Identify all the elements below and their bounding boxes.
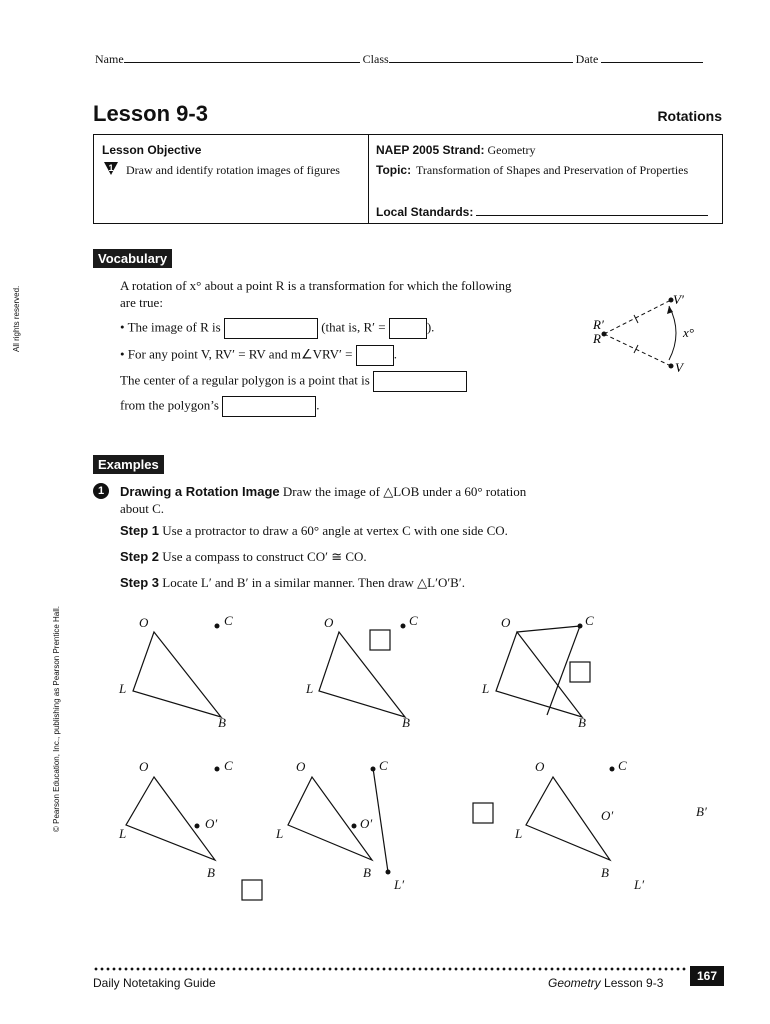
- label-l-5: L: [276, 826, 284, 841]
- label-b-3: B: [578, 715, 586, 730]
- triangle-lob-6: [526, 777, 610, 860]
- bullet-1-text-c: ).: [426, 319, 435, 335]
- label-b-4: B: [207, 865, 215, 880]
- example-1-title: Drawing a Rotation Image: [120, 484, 280, 499]
- step-3-label: Step 3: [120, 575, 160, 590]
- rotation-diagram: [585, 290, 705, 385]
- example-1-number: 1: [97, 485, 105, 497]
- rights-label: All rights reserved.: [12, 285, 21, 352]
- point-c-4: [215, 767, 220, 772]
- step-2: [120, 549, 367, 565]
- blank-angle[interactable]: [356, 345, 394, 366]
- naep-row: [376, 143, 535, 158]
- label-b-prime-6: B′: [696, 804, 707, 819]
- copyright-label: © Pearson Education, Inc., publishing as Pearson Prentice Hall.: [52, 605, 61, 832]
- objective-divider: [368, 135, 369, 223]
- lesson-title: Lesson 9-3: [93, 101, 208, 126]
- step-3: [120, 575, 465, 591]
- blank-r-prime[interactable]: [389, 318, 427, 339]
- example-1-heading: [120, 484, 526, 500]
- header-fields: [95, 50, 703, 67]
- label-o-3: O: [501, 615, 511, 630]
- blank-equidistant[interactable]: [373, 371, 467, 392]
- label-b-6: B: [601, 865, 609, 880]
- segment-c-lprime: [373, 768, 388, 872]
- point-l-prime-5: [386, 870, 391, 875]
- label-o-2: O: [324, 615, 334, 630]
- rotation-arc: [669, 306, 676, 360]
- label-c-4: C: [224, 758, 233, 773]
- label-l-1: L: [119, 681, 127, 696]
- objective-number: 1: [108, 163, 114, 173]
- point-o-prime-5: [352, 824, 357, 829]
- ray-r-v: [604, 334, 671, 366]
- segment-co: [517, 626, 580, 632]
- label-o-prime-6: O′: [601, 808, 614, 823]
- objective-heading: Lesson Objective: [102, 143, 202, 157]
- vocabulary-tag: Vocabulary: [93, 249, 172, 268]
- point-c-2: [401, 624, 406, 629]
- point-c-3: [578, 624, 583, 629]
- class-label: Class: [362, 52, 389, 66]
- triangle-lob-4: [126, 777, 218, 860]
- date-field[interactable]: [601, 50, 703, 63]
- ray-r-vprime: [604, 300, 671, 334]
- label-c-3: C: [585, 613, 594, 628]
- point-c-1: [215, 624, 220, 629]
- rights-text: [12, 252, 21, 352]
- center-text-3: .: [316, 397, 320, 413]
- bullet-2-text-a: • For any point V, RV′ = RV and m∠VRV′ =: [120, 346, 353, 362]
- footer-guide: Daily Notetaking Guide: [93, 976, 216, 990]
- answer-box-2[interactable]: [570, 662, 590, 682]
- footer-book-title: Geometry: [548, 976, 601, 990]
- class-field[interactable]: [389, 50, 573, 63]
- standards-row: [376, 205, 708, 220]
- objective-number-icon: [104, 162, 118, 176]
- vocab-center-2: [120, 396, 319, 417]
- step-2-label: Step 2: [120, 549, 160, 564]
- page-number: 167: [690, 966, 724, 986]
- name-field[interactable]: [124, 50, 360, 63]
- step-1-label: Step 1: [120, 523, 160, 538]
- label-o-4: O: [139, 759, 149, 774]
- label-o-6: O: [535, 759, 545, 774]
- objective-text: Draw and identify rotation images of figures: [126, 163, 340, 177]
- tick-1: [634, 315, 638, 323]
- point-v: [669, 364, 674, 369]
- example-1-text-2: about C.: [120, 501, 165, 516]
- vocab-bullet-1: [120, 318, 434, 339]
- bullet-1-text-b: (that is, R′ =: [321, 319, 386, 335]
- construction-diagrams: [0, 600, 770, 910]
- answer-box-3[interactable]: [242, 880, 262, 900]
- label-b-5: B: [363, 865, 371, 880]
- label-l-6: L: [515, 826, 523, 841]
- step-2-text: Use a compass to construct CO′ ≅ CO.: [162, 549, 367, 564]
- point-r: [602, 332, 607, 337]
- vocab-intro-2: are true:: [120, 295, 163, 310]
- point-c-6: [610, 767, 615, 772]
- date-label: Date: [575, 52, 599, 66]
- vocab-intro-1: A rotation of x° about a point R is a transformation for which the following: [120, 278, 512, 293]
- step-3-text: Locate L′ and B′ in a similar manner. Then draw △L′O′B′.: [162, 575, 465, 590]
- label-c-1: C: [224, 613, 233, 628]
- step-1-text: Use a protractor to draw a 60° angle at vertex C with one side CO.: [162, 523, 508, 538]
- bullet-2-text-b: .: [393, 346, 397, 362]
- tick-2: [634, 345, 638, 353]
- naep-label: NAEP 2005 Strand:: [376, 143, 485, 157]
- examples-tag: Examples: [93, 455, 164, 474]
- topic-label: Topic:: [376, 163, 412, 177]
- label-v-prime: V′: [673, 292, 684, 307]
- answer-box-4[interactable]: [473, 803, 493, 823]
- label-b-2: B: [402, 715, 410, 730]
- example-1-number-icon: [93, 483, 109, 499]
- label-v: V: [675, 360, 683, 375]
- label-r: R: [593, 331, 601, 346]
- label-c-2: C: [409, 613, 418, 628]
- label-l-4: L: [119, 826, 127, 841]
- label-c-6: C: [618, 758, 627, 773]
- triangle-lob-2: [319, 632, 405, 717]
- vocab-bullet-2: [120, 345, 397, 366]
- label-l-2: L: [306, 681, 314, 696]
- step-1: [120, 523, 508, 539]
- center-text-2: from the polygon’s: [120, 397, 219, 413]
- point-c-5: [371, 767, 376, 772]
- label-b-1: B: [218, 715, 226, 730]
- blank-vertices[interactable]: [222, 396, 316, 417]
- answer-box-1[interactable]: [370, 630, 390, 650]
- naep-value: Geometry: [487, 143, 536, 157]
- footer-dots: [93, 967, 687, 971]
- label-x: x°: [683, 325, 694, 340]
- vocab-center-1: [120, 371, 467, 392]
- label-o-prime-5: O′: [360, 816, 373, 831]
- label-l-prime-5: L′: [394, 877, 405, 892]
- label-o-prime-4: O′: [205, 816, 218, 831]
- point-o-prime-4: [195, 824, 200, 829]
- label-c-5: C: [379, 758, 388, 773]
- label-o-5: O: [296, 759, 306, 774]
- triangle-lob-1: [133, 632, 221, 717]
- topic-value: Transformation of Shapes and Preservation of Properties: [416, 163, 689, 177]
- triangle-lob-3: [496, 632, 582, 717]
- footer-lesson: Lesson 9-3: [604, 976, 664, 990]
- bullet-1-text-a: • The image of R is: [120, 319, 221, 335]
- label-r-prime: R′: [593, 317, 604, 332]
- label-l-prime-6: L′: [634, 877, 645, 892]
- blank-image-of-r[interactable]: [224, 318, 318, 339]
- label-l-3: L: [482, 681, 490, 696]
- standards-field[interactable]: [476, 205, 708, 216]
- footer-book: [548, 976, 663, 990]
- topic-title: Rotations: [657, 108, 722, 124]
- objective-box: [93, 134, 723, 224]
- label-o-1: O: [139, 615, 149, 630]
- name-label: Name: [95, 52, 124, 66]
- example-1-text-1: Draw the image of △LOB under a 60° rotation: [282, 484, 527, 499]
- center-text-1: The center of a regular polygon is a point that is: [120, 372, 370, 388]
- standards-label: Local Standards:: [376, 205, 474, 219]
